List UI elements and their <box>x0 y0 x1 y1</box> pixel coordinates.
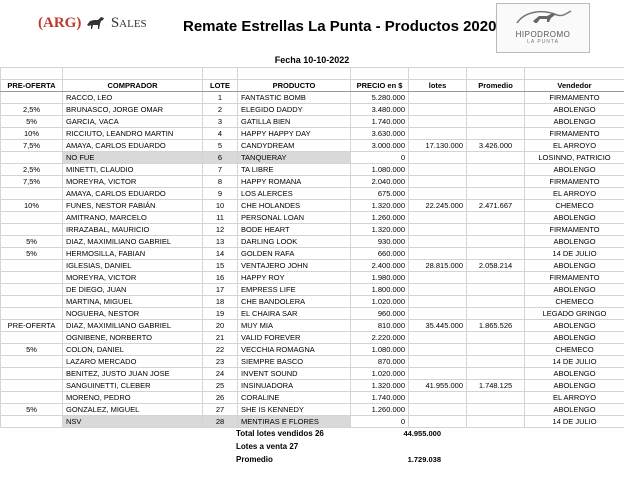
cell-preoferta: 2,5% <box>1 164 63 176</box>
cell-comprador: COLON, DANIEL <box>63 344 203 356</box>
cell-lote: 27 <box>203 404 238 416</box>
date-label: Fecha 10-10-2022 <box>274 55 350 65</box>
cell-preoferta <box>1 296 63 308</box>
cell-vendedor: LEGADO GRINGO <box>525 308 624 320</box>
cell-promedio <box>467 176 525 188</box>
cell-promedio <box>467 392 525 404</box>
summary-promedio-value: 1.729.038 <box>407 455 441 464</box>
results-table <box>0 67 624 428</box>
cell-vendedor: ABOLENGO <box>525 320 624 332</box>
cell-producto: VECCHIA ROMAGNA <box>238 344 351 356</box>
arg-sales-logo <box>38 15 147 32</box>
cell-producto: HAPPY HAPPY DAY <box>238 128 351 140</box>
cell-lotes <box>409 188 467 200</box>
cell-comprador: GONZALEZ, MIGUEL <box>63 404 203 416</box>
table-row <box>1 320 624 332</box>
col-header-lote: LOTE <box>203 80 238 92</box>
cell-lote: 20 <box>203 320 238 332</box>
cell-vendedor: FIRMAMENTO <box>525 272 624 284</box>
cell-precio: 1.320.000 <box>351 224 409 236</box>
table-row <box>1 104 624 116</box>
cell-precio: 675.000 <box>351 188 409 200</box>
cell-comprador: OGNIBENE, NORBERTO <box>63 332 203 344</box>
cell-producto: CHE BANDOLERA <box>238 296 351 308</box>
table-row <box>1 284 624 296</box>
cell-precio: 1.020.000 <box>351 296 409 308</box>
cell-preoferta: 7,5% <box>1 140 63 152</box>
page-title: Remate Estrellas La Punta - Productos 2020 <box>183 18 497 35</box>
cell-preoferta: 7,5% <box>1 176 63 188</box>
cell-lote: 5 <box>203 140 238 152</box>
cell-lotes <box>409 212 467 224</box>
cell-vendedor: 14 DE JULIO <box>525 248 624 260</box>
cell-promedio <box>467 116 525 128</box>
cell-promedio: 2.471.667 <box>467 200 525 212</box>
cell-vendedor: ABOLENGO <box>525 104 624 116</box>
cell-promedio <box>467 416 525 428</box>
cell-preoferta <box>1 416 63 428</box>
table-row <box>1 128 624 140</box>
table-row <box>1 308 624 320</box>
cell-preoferta: 2,5% <box>1 104 63 116</box>
cell-vendedor: EL ARROYO <box>525 392 624 404</box>
cell-comprador: MOREYRA, VICTOR <box>63 176 203 188</box>
cell-lotes: 28.815.000 <box>409 260 467 272</box>
table-row <box>1 380 624 392</box>
cell-producto: CHE HOLANDES <box>238 200 351 212</box>
cell-precio: 1.020.000 <box>351 368 409 380</box>
cell-lote: 8 <box>203 176 238 188</box>
cell-preoferta: 5% <box>1 404 63 416</box>
cell-precio: 0 <box>351 416 409 428</box>
cell-precio: 2.400.000 <box>351 260 409 272</box>
cell-lote: 17 <box>203 284 238 296</box>
cell-precio: 5.280.000 <box>351 92 409 104</box>
cell-lotes <box>409 224 467 236</box>
cell-vendedor: ABOLENGO <box>525 260 624 272</box>
cell-preoferta <box>1 380 63 392</box>
cell-comprador: NO FUE <box>63 152 203 164</box>
table-row <box>1 152 624 164</box>
header-row <box>1 80 624 92</box>
cell-promedio: 1.865.526 <box>467 320 525 332</box>
cell-preoferta: 5% <box>1 248 63 260</box>
table-row <box>1 92 624 104</box>
blank-row <box>1 68 624 80</box>
cell-vendedor: ABOLENGO <box>525 116 624 128</box>
cell-lote: 2 <box>203 104 238 116</box>
summary-venta-row <box>236 441 298 452</box>
cell-producto: CORALINE <box>238 392 351 404</box>
cell-preoferta <box>1 392 63 404</box>
logo-brand: (ARG) <box>38 15 82 31</box>
cell-precio: 1.320.000 <box>351 200 409 212</box>
cell-preoferta <box>1 224 63 236</box>
table-row <box>1 392 624 404</box>
cell-comprador: MORENO, PEDRO <box>63 392 203 404</box>
cell-producto: MUY MIA <box>238 320 351 332</box>
cell-vendedor: 14 DE JULIO <box>525 356 624 368</box>
cell-vendedor: CHEMECO <box>525 200 624 212</box>
table-row <box>1 116 624 128</box>
cell-promedio <box>467 404 525 416</box>
cell-producto: INVENT SOUND <box>238 368 351 380</box>
cell-lote: 26 <box>203 392 238 404</box>
cell-producto: MENTIRAS E FLORES <box>238 416 351 428</box>
cell-promedio <box>467 284 525 296</box>
cell-precio: 1.080.000 <box>351 164 409 176</box>
cell-preoferta: PRE-OFERTA <box>1 320 63 332</box>
cell-lote: 23 <box>203 356 238 368</box>
table-row <box>1 248 624 260</box>
cell-comprador: MINETTI, CLAUDIO <box>63 164 203 176</box>
cell-lotes <box>409 92 467 104</box>
cell-lote: 16 <box>203 272 238 284</box>
cell-lotes <box>409 104 467 116</box>
cell-comprador: AMAYA, CARLOS EDUARDO <box>63 140 203 152</box>
logo-name: HIPODROMO <box>515 30 571 39</box>
cell-lotes <box>409 368 467 380</box>
cell-precio: 2.040.000 <box>351 176 409 188</box>
cell-comprador: HERMOSILLA, FABIAN <box>63 248 203 260</box>
cell-lote: 19 <box>203 308 238 320</box>
cell-comprador: NOGUERA, NESTOR <box>63 308 203 320</box>
cell-precio: 3.480.000 <box>351 104 409 116</box>
cell-producto: TA LIBRE <box>238 164 351 176</box>
cell-vendedor: LOSINNO, PATRICIO <box>525 152 624 164</box>
cell-comprador: MOREYRA, VICTOR <box>63 272 203 284</box>
table-body <box>1 68 624 428</box>
cell-precio: 1.740.000 <box>351 392 409 404</box>
cell-producto: DARLING LOOK <box>238 236 351 248</box>
cell-promedio <box>467 212 525 224</box>
cell-lote: 1 <box>203 92 238 104</box>
cell-comprador: BRUNASCO, JORGE OMAR <box>63 104 203 116</box>
cell-producto: VALID FOREVER <box>238 332 351 344</box>
cell-vendedor: FIRMAMENTO <box>525 224 624 236</box>
cell-lotes <box>409 152 467 164</box>
cell-lote: 14 <box>203 248 238 260</box>
col-header-precio: PRECIO en $ <box>351 80 409 92</box>
cell-comprador: NSV <box>63 416 203 428</box>
cell-lote: 13 <box>203 236 238 248</box>
cell-producto: SHE IS KENNEDY <box>238 404 351 416</box>
cell-vendedor: ABOLENGO <box>525 236 624 248</box>
cell-preoferta <box>1 188 63 200</box>
cell-producto: SIEMPRE BASCO <box>238 356 351 368</box>
cell-vendedor: ABOLENGO <box>525 212 624 224</box>
cell-lote: 21 <box>203 332 238 344</box>
table-row <box>1 332 624 344</box>
cell-precio: 660.000 <box>351 248 409 260</box>
cell-promedio <box>467 272 525 284</box>
cell-vendedor: FIRMAMENTO <box>525 176 624 188</box>
cell-producto: INSINUADORA <box>238 380 351 392</box>
cell-lote: 9 <box>203 188 238 200</box>
cell-comprador: MARTINA, MIGUEL <box>63 296 203 308</box>
cell-producto: FANTASTIC BOMB <box>238 92 351 104</box>
table-row <box>1 368 624 380</box>
cell-lotes <box>409 284 467 296</box>
cell-lotes <box>409 404 467 416</box>
cell-lote: 12 <box>203 224 238 236</box>
cell-lote: 18 <box>203 296 238 308</box>
cell-comprador: IGLESIAS, DANIEL <box>63 260 203 272</box>
table-row <box>1 188 624 200</box>
cell-vendedor: ABOLENGO <box>525 368 624 380</box>
cell-precio: 1.740.000 <box>351 116 409 128</box>
cell-promedio <box>467 224 525 236</box>
cell-vendedor: CHEMECO <box>525 344 624 356</box>
cell-producto: GATILLA BIEN <box>238 116 351 128</box>
cell-lotes: 35.445.000 <box>409 320 467 332</box>
cell-promedio <box>467 164 525 176</box>
table-row <box>1 404 624 416</box>
cell-vendedor: ABOLENGO <box>525 164 624 176</box>
cell-comprador: DIAZ, MAXIMILIANO GABRIEL <box>63 320 203 332</box>
table-row <box>1 224 624 236</box>
table-row <box>1 356 624 368</box>
cell-precio: 1.260.000 <box>351 404 409 416</box>
table-row <box>1 200 624 212</box>
cell-preoferta: 5% <box>1 116 63 128</box>
cell-preoferta <box>1 308 63 320</box>
cell-promedio <box>467 104 525 116</box>
summary-venta-label: Lotes a venta 27 <box>236 442 299 451</box>
cell-precio: 960.000 <box>351 308 409 320</box>
cell-lote: 28 <box>203 416 238 428</box>
cell-comprador: DIAZ, MAXIMILIANO GABRIEL <box>63 236 203 248</box>
table-row <box>1 176 624 188</box>
cell-producto: EL CHAIRA SAR <box>238 308 351 320</box>
cell-lote: 7 <box>203 164 238 176</box>
table-row <box>1 296 624 308</box>
cell-producto: BODE HEART <box>238 224 351 236</box>
cell-lotes <box>409 356 467 368</box>
cell-precio: 1.080.000 <box>351 344 409 356</box>
cell-vendedor: EL ARROYO <box>525 140 624 152</box>
racehorse-icon <box>513 7 573 29</box>
cell-promedio: 2.058.214 <box>467 260 525 272</box>
summary-promedio-row <box>236 454 441 465</box>
col-header-promedio: Promedio <box>467 80 525 92</box>
cell-promedio: 1.748.125 <box>467 380 525 392</box>
cell-comprador: AMAYA, CARLOS EDUARDO <box>63 188 203 200</box>
col-header-comprador: COMPRADOR <box>63 80 203 92</box>
cell-promedio <box>467 152 525 164</box>
cell-preoferta: 10% <box>1 128 63 140</box>
table-row <box>1 260 624 272</box>
cell-promedio <box>467 236 525 248</box>
table-row <box>1 344 624 356</box>
cell-comprador: AMITRANO, MARCELO <box>63 212 203 224</box>
col-header-lotes: lotes <box>409 80 467 92</box>
table-row <box>1 272 624 284</box>
summary-total-row <box>236 428 441 439</box>
cell-producto: HAPPY ROY <box>238 272 351 284</box>
cell-vendedor: ABOLENGO <box>525 284 624 296</box>
cell-promedio <box>467 188 525 200</box>
cell-lote: 15 <box>203 260 238 272</box>
cell-lote: 10 <box>203 200 238 212</box>
cell-promedio <box>467 368 525 380</box>
cell-producto: CANDYDREAM <box>238 140 351 152</box>
cell-preoferta <box>1 356 63 368</box>
cell-comprador: SANGUINETTI, CLEBER <box>63 380 203 392</box>
cell-vendedor: FIRMAMENTO <box>525 128 624 140</box>
cell-comprador: GARCIA, VACA <box>63 116 203 128</box>
cell-lote: 3 <box>203 116 238 128</box>
cell-promedio: 3.426.000 <box>467 140 525 152</box>
cell-promedio <box>467 128 525 140</box>
cell-preoferta <box>1 260 63 272</box>
cell-preoferta: 5% <box>1 236 63 248</box>
cell-promedio <box>467 248 525 260</box>
cell-precio: 1.320.000 <box>351 380 409 392</box>
cell-preoferta <box>1 272 63 284</box>
cell-lotes: 41.955.000 <box>409 380 467 392</box>
cell-preoferta <box>1 212 63 224</box>
cell-promedio <box>467 92 525 104</box>
cell-vendedor: ABOLENGO <box>525 380 624 392</box>
horse-icon <box>85 16 107 30</box>
cell-producto: GOLDEN RAFA <box>238 248 351 260</box>
cell-lotes: 22.245.000 <box>409 200 467 212</box>
cell-precio: 930.000 <box>351 236 409 248</box>
cell-promedio <box>467 344 525 356</box>
cell-comprador: FUNES, NESTOR FABIÁN <box>63 200 203 212</box>
col-header-vendedor: Vendedor <box>525 80 624 92</box>
cell-lotes <box>409 248 467 260</box>
cell-lotes <box>409 332 467 344</box>
cell-promedio <box>467 308 525 320</box>
cell-lotes: 17.130.000 <box>409 140 467 152</box>
cell-preoferta: 10% <box>1 200 63 212</box>
cell-vendedor: CHEMECO <box>525 296 624 308</box>
table-row <box>1 140 624 152</box>
cell-vendedor: FIRMAMENTO <box>525 92 624 104</box>
cell-producto: EMPRESS LIFE <box>238 284 351 296</box>
cell-producto: PERSONAL LOAN <box>238 212 351 224</box>
table-row <box>1 416 624 428</box>
cell-promedio <box>467 356 525 368</box>
cell-precio: 1.800.000 <box>351 284 409 296</box>
table-row <box>1 212 624 224</box>
cell-preoferta <box>1 332 63 344</box>
cell-comprador: LAZARO MERCADO <box>63 356 203 368</box>
summary-total-value: 44.955.000 <box>403 429 441 438</box>
cell-lotes <box>409 392 467 404</box>
table-row <box>1 236 624 248</box>
cell-lotes <box>409 416 467 428</box>
cell-lotes <box>409 176 467 188</box>
col-header-producto: PRODUCTO <box>238 80 351 92</box>
cell-producto: ELEGIDO DADDY <box>238 104 351 116</box>
cell-precio: 1.980.000 <box>351 272 409 284</box>
cell-comprador: IRRAZABAL, MAURICIO <box>63 224 203 236</box>
cell-producto: HAPPY ROMANA <box>238 176 351 188</box>
cell-vendedor: ABOLENGO <box>525 332 624 344</box>
cell-comprador: BENITEZ, JUSTO JUAN JOSE <box>63 368 203 380</box>
cell-preoferta <box>1 368 63 380</box>
cell-lote: 6 <box>203 152 238 164</box>
cell-producto: LOS ALERCES <box>238 188 351 200</box>
cell-comprador: RICCIUTO, LEANDRO MARTIN <box>63 128 203 140</box>
summary-promedio-label: Promedio <box>236 455 273 464</box>
cell-lotes <box>409 128 467 140</box>
cell-comprador: DE DIEGO, JUAN <box>63 284 203 296</box>
cell-lotes <box>409 308 467 320</box>
cell-producto: TANQUERAY <box>238 152 351 164</box>
cell-vendedor: ABOLENGO <box>525 404 624 416</box>
cell-precio: 810.000 <box>351 320 409 332</box>
cell-lote: 22 <box>203 344 238 356</box>
cell-precio: 1.260.000 <box>351 212 409 224</box>
cell-preoferta: 5% <box>1 344 63 356</box>
cell-lotes <box>409 296 467 308</box>
cell-lotes <box>409 164 467 176</box>
cell-lotes <box>409 236 467 248</box>
summary-total-label: Total lotes vendidos 26 <box>236 429 324 438</box>
cell-precio: 0 <box>351 152 409 164</box>
cell-producto: VENTAJERO JOHN <box>238 260 351 272</box>
cell-precio: 870.000 <box>351 356 409 368</box>
cell-lote: 4 <box>203 128 238 140</box>
cell-precio: 3.630.000 <box>351 128 409 140</box>
cell-precio: 2.220.000 <box>351 332 409 344</box>
cell-lote: 25 <box>203 380 238 392</box>
cell-lotes <box>409 344 467 356</box>
cell-preoferta <box>1 284 63 296</box>
col-header-preoferta: PRE-OFERTA <box>1 80 63 92</box>
cell-vendedor: EL ARROYO <box>525 188 624 200</box>
cell-promedio <box>467 332 525 344</box>
cell-lote: 24 <box>203 368 238 380</box>
page-header <box>0 0 624 54</box>
cell-precio: 3.000.000 <box>351 140 409 152</box>
cell-lote: 11 <box>203 212 238 224</box>
logo-sales: Sales <box>110 15 147 31</box>
cell-preoferta <box>1 152 63 164</box>
hipodromo-logo <box>496 3 590 53</box>
table-row <box>1 164 624 176</box>
cell-lotes <box>409 272 467 284</box>
logo-subtitle: LA PUNTA <box>527 39 559 45</box>
cell-comprador: RACCO, LEO <box>63 92 203 104</box>
cell-vendedor: 14 DE JULIO <box>525 416 624 428</box>
cell-lotes <box>409 116 467 128</box>
cell-preoferta <box>1 92 63 104</box>
cell-promedio <box>467 296 525 308</box>
